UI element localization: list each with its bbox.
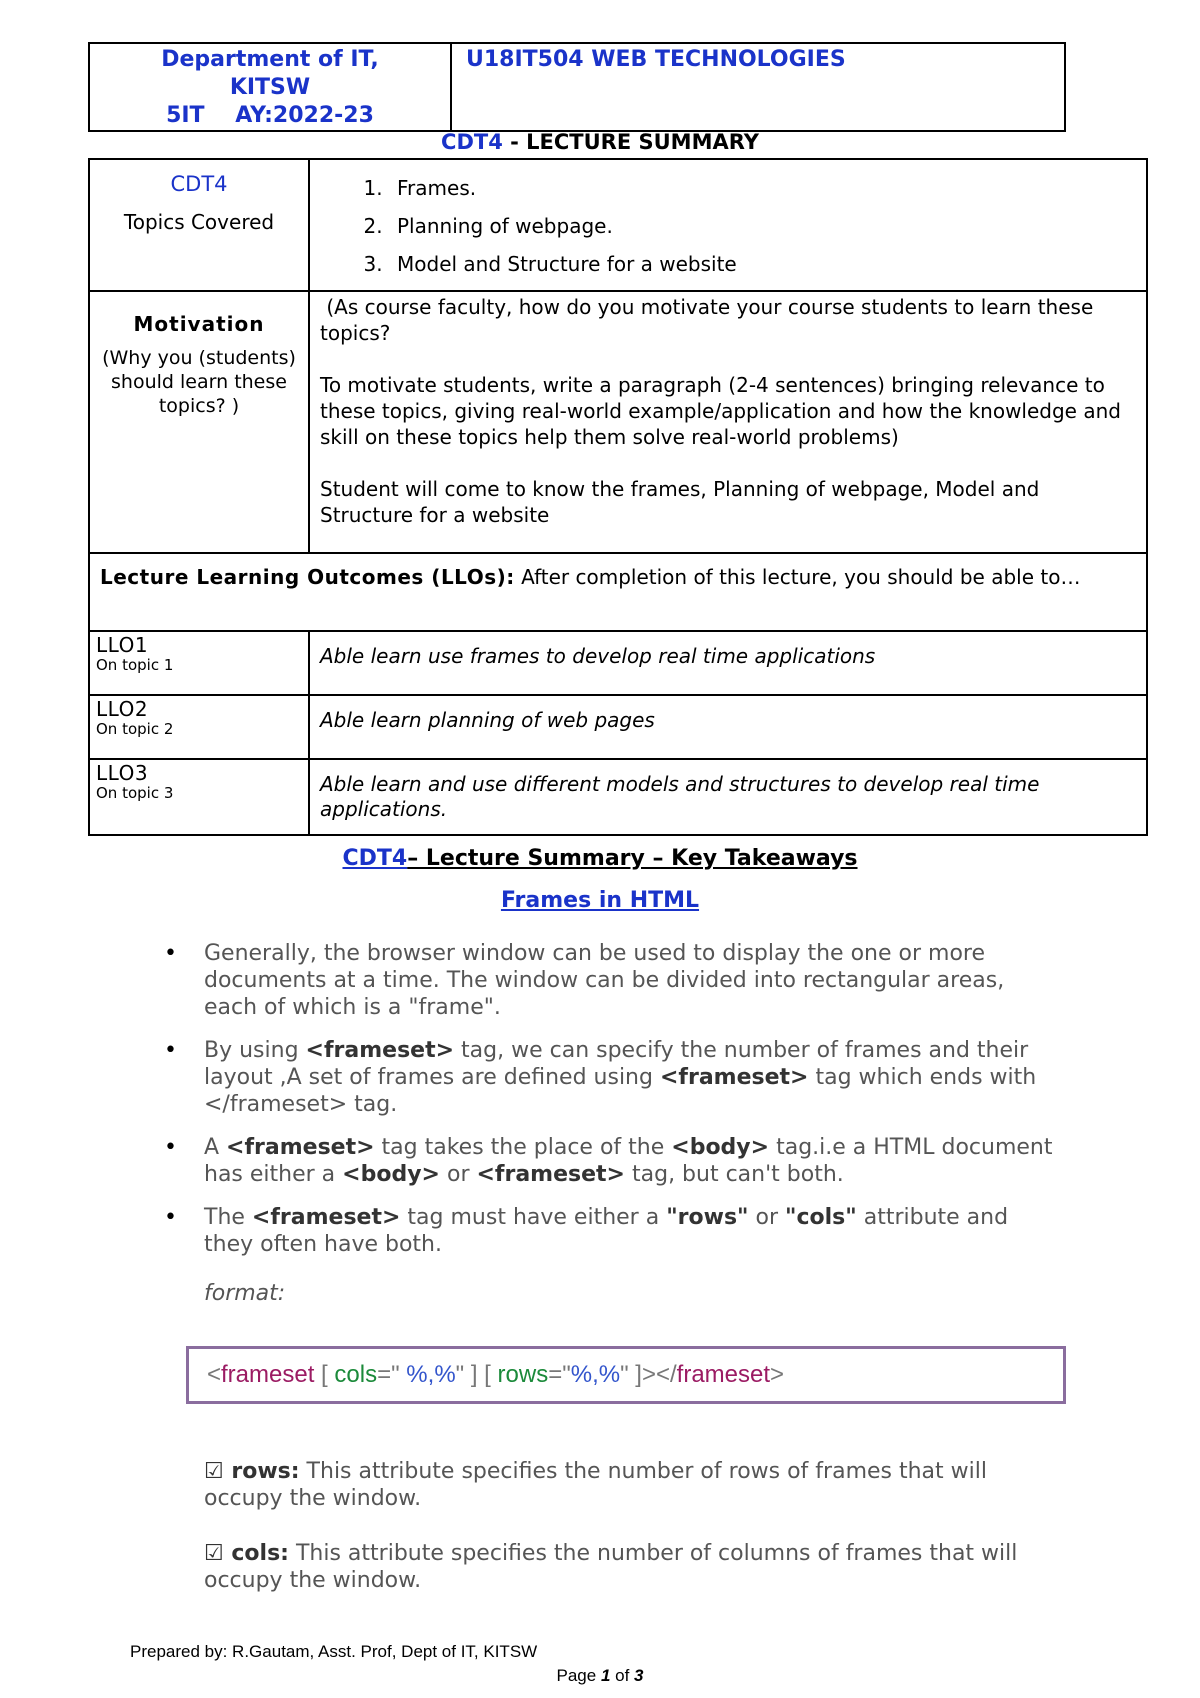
lecture-summary-table bbox=[88, 158, 1148, 836]
code-token: " ] [ bbox=[455, 1361, 498, 1388]
llo-topic-ref: On topic 3 bbox=[96, 784, 174, 802]
bullet-tag: <body> bbox=[342, 1162, 440, 1187]
page-total: 3 bbox=[634, 1666, 644, 1685]
page-of: of bbox=[610, 1666, 635, 1685]
topics-covered-label: Topics Covered bbox=[123, 210, 275, 234]
motivation-answer: Student will come to know the frames, Planning of webpage, Model and Structure for a website bbox=[320, 477, 1040, 527]
takeaways-title bbox=[0, 846, 1200, 871]
motivation-subtitle: (Why you (students) should learn these topics? ) bbox=[102, 347, 296, 417]
bullet-text: The bbox=[204, 1205, 252, 1230]
department-cell bbox=[89, 43, 451, 131]
bullet-text: tag.i.e a HTML document has either a bbox=[204, 1135, 1053, 1187]
code-snippet-box bbox=[186, 1346, 1066, 1404]
academic-year: 5IT AY:2022-23 bbox=[166, 103, 374, 128]
department-name: Department of IT, bbox=[161, 47, 379, 72]
bullet-icon: • bbox=[164, 941, 177, 966]
rows-checkbox-label: ☑ rows: bbox=[204, 1459, 300, 1484]
bullet-text: By using bbox=[204, 1038, 306, 1063]
bullet-tag: <frameset> bbox=[305, 1038, 455, 1063]
topics-label-cell bbox=[89, 159, 309, 291]
header-table bbox=[88, 42, 1066, 132]
code-token: < bbox=[207, 1361, 222, 1388]
llo-topic-ref: On topic 1 bbox=[96, 656, 174, 674]
code-value: %,% bbox=[570, 1361, 621, 1388]
llo-text: Able learn use frames to develop real time applications bbox=[309, 631, 1147, 695]
motivation-instruction: To motivate students, write a paragraph (2-4 sentences) bringing relevance to these topics, giving real-world example/application and how the knowledge and skill on these topics help them solve real-world problems) bbox=[320, 373, 1121, 449]
section-title-link[interactable]: Frames in HTML bbox=[500, 888, 700, 913]
code-token: =" bbox=[548, 1361, 571, 1388]
llo-id-cell bbox=[89, 759, 309, 835]
bullet-text: Generally, the browser window can be used to display the one or more documents at a time. The window can be divided into rectangular areas, each of which is a "frame". bbox=[204, 941, 1005, 1020]
bullet-attr: "rows" bbox=[666, 1205, 749, 1230]
bullet-text: tag which ends with </frameset> tag. bbox=[204, 1065, 1037, 1117]
bullet-text: tag must have either a bbox=[400, 1205, 667, 1230]
llo-code: LLO2 bbox=[96, 697, 149, 721]
topics-list bbox=[311, 161, 1145, 289]
list-item bbox=[160, 1134, 1060, 1188]
code-token: [ bbox=[314, 1361, 335, 1388]
list-item bbox=[160, 940, 1060, 1021]
page-word: Page bbox=[556, 1666, 601, 1685]
course-title: U18IT504 WEB TECHNOLOGIES bbox=[466, 47, 846, 72]
bullet-tag: <frameset> bbox=[476, 1162, 625, 1187]
takeaways-code-link[interactable]: CDT4 bbox=[342, 846, 408, 871]
summary-title-code: CDT4 bbox=[441, 130, 503, 154]
cols-attribute-note bbox=[204, 1540, 1064, 1594]
bullet-text: attribute and they often have both. bbox=[204, 1205, 1009, 1257]
summary-title bbox=[0, 130, 1200, 154]
frames-bullet-list bbox=[160, 940, 1060, 1274]
code-tag: frameset bbox=[221, 1361, 315, 1388]
bullet-text: tag, but can't both. bbox=[625, 1162, 844, 1187]
bullet-icon: • bbox=[164, 1205, 177, 1230]
topic-item: 2. Planning of webpage. bbox=[389, 207, 1145, 245]
list-item bbox=[160, 1204, 1060, 1258]
rows-attribute-note bbox=[204, 1458, 1064, 1512]
code-token: ></ bbox=[641, 1361, 677, 1388]
llo-heading-cell bbox=[89, 553, 1147, 631]
bullet-tag: <frameset> bbox=[659, 1065, 809, 1090]
code-token: > bbox=[770, 1361, 785, 1388]
course-cell bbox=[451, 43, 1065, 131]
llo-text: Able learn and use different models and structures to develop real time applications. bbox=[309, 759, 1147, 835]
llo-topic-ref: On topic 2 bbox=[96, 720, 174, 738]
bullet-attr: "cols" bbox=[785, 1205, 857, 1230]
llo-text: Able learn planning of web pages bbox=[309, 695, 1147, 759]
bullet-tag: <frameset> bbox=[251, 1205, 401, 1230]
institute-name: KITSW bbox=[229, 75, 311, 100]
footer-page-number bbox=[0, 1666, 1200, 1686]
code-token: " ] bbox=[620, 1361, 642, 1388]
bullet-icon: • bbox=[164, 1135, 177, 1160]
llo-id-cell bbox=[89, 631, 309, 695]
code-attr: cols bbox=[334, 1361, 378, 1388]
bullet-tag: <frameset> bbox=[226, 1135, 375, 1160]
motivation-label-cell bbox=[89, 291, 309, 553]
bullet-text: or bbox=[748, 1205, 786, 1230]
bullet-text: tag, we can specify the number of frames and their layout ,A set of frames are defined using bbox=[204, 1038, 1029, 1090]
summary-title-text: - LECTURE SUMMARY bbox=[502, 130, 759, 154]
rows-description: This attribute specifies the number of rows of frames that will occupy the window. bbox=[204, 1459, 987, 1511]
code-token: =" bbox=[377, 1361, 400, 1388]
cols-checkbox-label: ☑ cols: bbox=[204, 1541, 289, 1566]
cols-description: This attribute specifies the number of columns of frames that will occupy the window. bbox=[204, 1541, 1018, 1593]
llo-id-cell bbox=[89, 695, 309, 759]
bullet-text: tag takes the place of the bbox=[374, 1135, 672, 1160]
topics-list-cell bbox=[309, 159, 1147, 291]
motivation-text-cell bbox=[309, 291, 1147, 553]
takeaways-title-text: – Lecture Summary – Key Takeaways bbox=[407, 846, 858, 871]
format-label: format: bbox=[204, 1281, 286, 1306]
topic-item: 1. Frames. bbox=[389, 169, 1145, 207]
bullet-text: or bbox=[439, 1162, 477, 1187]
bullet-text: A bbox=[204, 1135, 227, 1160]
motivation-prompt: (As course faculty, how do you motivate your course students to learn these topics? bbox=[320, 295, 1100, 345]
footer-prepared-by: Prepared by: R.Gautam, Asst. Prof, Dept of IT, KITSW bbox=[130, 1642, 538, 1661]
page-current: 1 bbox=[600, 1666, 611, 1685]
code-value: %,% bbox=[399, 1361, 456, 1388]
motivation-title: Motivation bbox=[133, 312, 265, 336]
bullet-tag: <body> bbox=[671, 1135, 770, 1160]
code-tag: frameset bbox=[676, 1361, 771, 1388]
llo-code: LLO3 bbox=[96, 761, 149, 785]
topic-item: 3. Model and Structure for a website bbox=[389, 245, 1145, 283]
llo-heading-text: After completion of this lecture, you should be able to… bbox=[514, 565, 1081, 589]
topics-code-label: CDT4 bbox=[170, 172, 228, 196]
bullet-icon: • bbox=[164, 1038, 177, 1063]
code-attr: rows bbox=[497, 1361, 549, 1388]
list-item bbox=[160, 1037, 1060, 1118]
llo-heading-label: Lecture Learning Outcomes (LLOs): bbox=[100, 565, 515, 589]
llo-code: LLO1 bbox=[96, 633, 149, 657]
